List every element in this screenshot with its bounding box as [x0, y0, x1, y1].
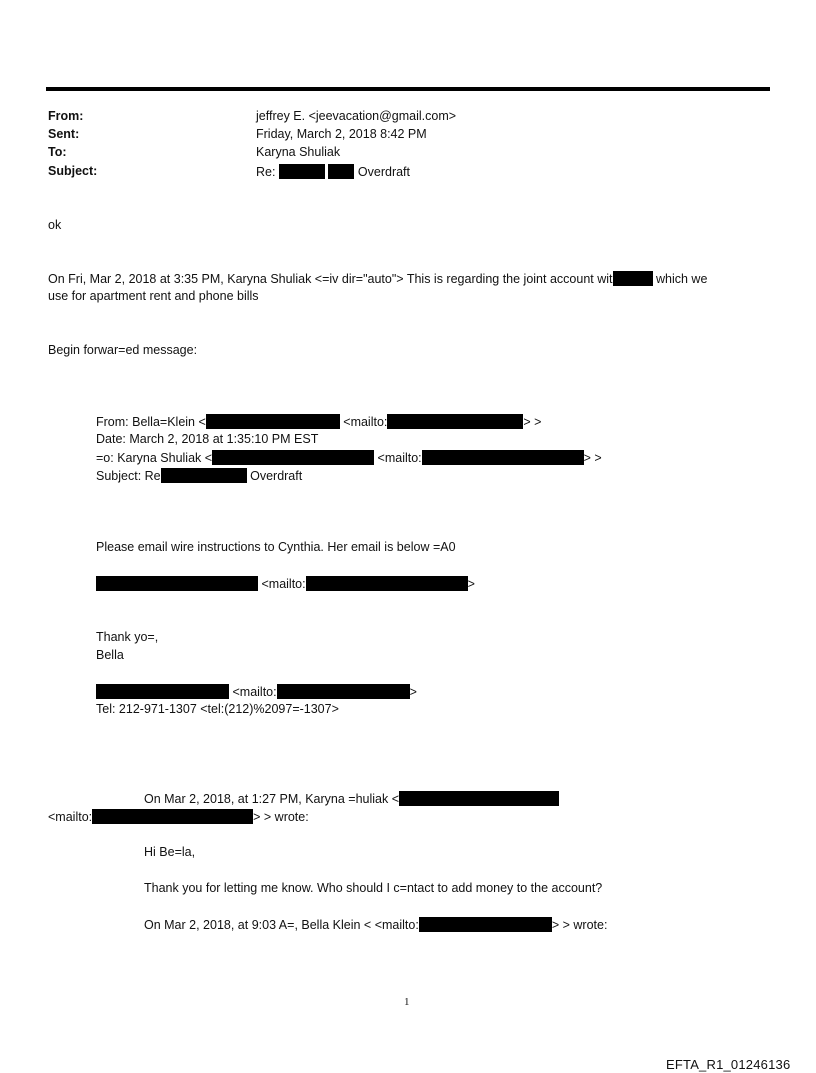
redaction-box [279, 164, 325, 179]
thread-mailto-line [48, 809, 309, 826]
thread-message: Thank you for letting me know. Who should I c=ntact to add money to the account? [144, 881, 603, 895]
from-value: jeffrey E. <jeevacation@gmail.com> [256, 109, 457, 123]
redaction-box [387, 414, 523, 429]
thread-greeting: Hi Be=la, [144, 845, 196, 859]
mailto-text: <mailto: [343, 415, 388, 429]
sent-label: Sent: [48, 127, 80, 141]
thread-on-text: On Mar 2, 2018, at 1:27 PM, Karyna =huliak < [144, 792, 400, 806]
fwd-to-line [96, 450, 602, 467]
redaction-box [422, 450, 584, 465]
subject-label: Subject: [48, 164, 98, 178]
redaction-box [419, 917, 552, 932]
bates-number: EFTA_R1_01246136 [666, 1057, 791, 1072]
redaction-box [212, 450, 374, 465]
subject-suffix: Overdraft [357, 165, 411, 179]
mailto-text: <mailto: [261, 577, 306, 591]
redaction-box [161, 468, 247, 483]
fwd-date-line: Date: March 2, 2018 at 1:35:10 PM EST [96, 432, 319, 446]
fwd-from-line [96, 414, 541, 431]
quote-line-1-end: which we [655, 272, 708, 286]
page-number: 1 [404, 996, 410, 1008]
mailto-text: <mailto: [48, 810, 93, 824]
redaction-box [399, 791, 559, 806]
thread-on-line-2 [144, 917, 607, 934]
quote-line-1 [48, 271, 707, 288]
reply-text: ok [48, 218, 62, 232]
fwd-message: Please email wire instructions to Cynthia. Her email is below =A0 [96, 540, 456, 554]
fwd-subject-line [96, 468, 302, 485]
fwd-email-line [96, 576, 475, 593]
thread-on-line-2-prefix: On Mar 2, 2018, at 9:03 A=, Bella Klein < <mailto: [144, 918, 419, 932]
redaction-box [306, 576, 468, 591]
fwd-subject-prefix: Subject: Re [96, 469, 161, 483]
fwd-subject-suffix: Overdraft [250, 469, 303, 483]
redaction-box [328, 164, 354, 179]
from-label: From: [48, 109, 84, 123]
redaction-box [277, 684, 410, 699]
close-brackets: > > [583, 451, 602, 465]
redaction-box [96, 576, 258, 591]
redaction-box [613, 271, 653, 286]
fwd-signature: Bella [96, 648, 124, 662]
top-rule [46, 87, 770, 91]
thread-on-line [144, 791, 559, 808]
close-bracket: > [467, 577, 475, 591]
close-brackets: > > [523, 415, 542, 429]
redaction-box [92, 809, 253, 824]
fwd-from-prefix: From: Bella=Klein < [96, 415, 206, 429]
wrote-text: > > wrote: [253, 810, 309, 824]
fwd-thanks: Thank yo=, [96, 630, 159, 644]
close-bracket: > [409, 685, 417, 699]
thread-on-line-2-suffix: > > wrote: [551, 918, 608, 932]
sent-value: Friday, March 2, 2018 8:42 PM [256, 127, 427, 141]
subject-prefix: Re: [256, 165, 276, 179]
fwd-tel-line: Tel: 212-971-1307 <tel:(212)%2097=-1307> [96, 702, 339, 716]
mailto-text: <mailto: [232, 685, 277, 699]
quote-line-1-start: On Fri, Mar 2, 2018 at 3:35 PM, Karyna Shuliak <=iv dir="auto"> This is regarding the joint account wit [48, 272, 613, 286]
fwd-sig-email-line [96, 684, 417, 701]
begin-forwarded: Begin forwar=ed message: [48, 343, 198, 357]
mailto-text: <mailto: [377, 451, 422, 465]
to-label: To: [48, 145, 67, 159]
quote-line-2: use for apartment rent and phone bills [48, 289, 259, 303]
redaction-box [96, 684, 229, 699]
subject-value [256, 164, 410, 181]
to-value: Karyna Shuliak [256, 145, 341, 159]
redaction-box [206, 414, 340, 429]
fwd-to-prefix: =o: Karyna Shuliak < [96, 451, 213, 465]
